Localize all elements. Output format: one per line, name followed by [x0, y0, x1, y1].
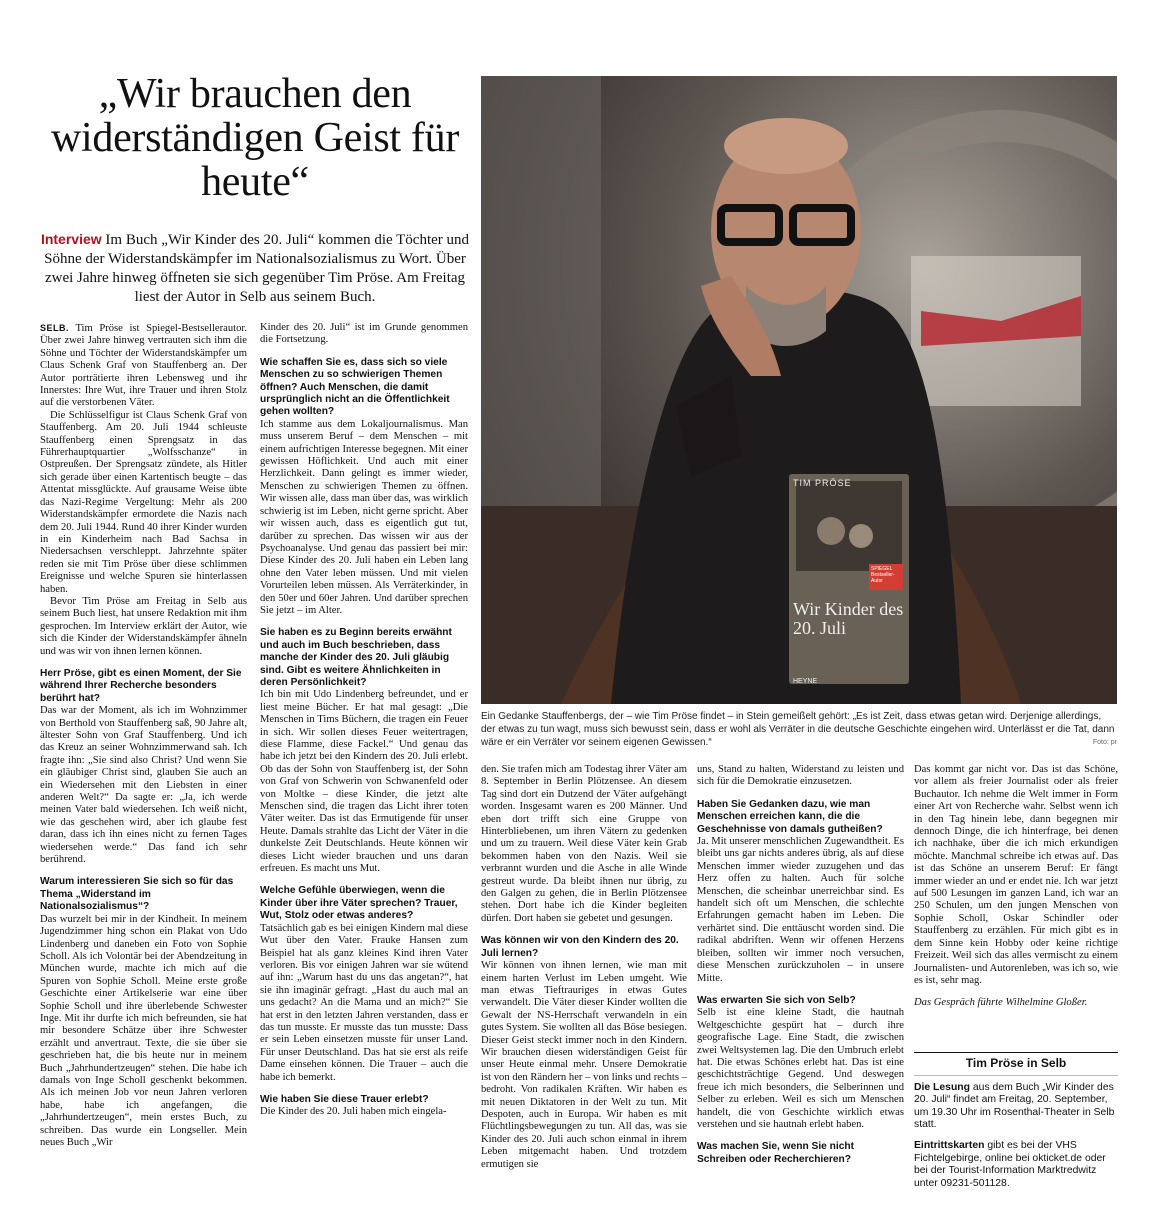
book-badge: SPIEGEL Bestseller-Autor: [871, 566, 895, 584]
interview-question: Was machen Sie, wenn Sie nicht Schreiben oder Recherchieren?: [697, 1141, 855, 1165]
interview-answer: Das wurzelt bei mir in der Kindheit. In meinem Jugendzimmer hing schon ein Plakat von Udo Lindenberg und daneben ein Foto von Sophie Scholl. Als ich Volontär bei der Abendzeitung in München wurde, machte ich mich auf die Spuren von Sophie Scholl. Meine erste große Geschichte einer Artikelserie war eine über Sophie Scholl und ihre überlebende Schwester Inge. Mit ihr durfte ich mich befreunden, sie hat mir besondere Schätze über ihre Schwester erzählt und anvertraut. Texte, die sie über sie geschrieben hat, die bis heute nur in meinem Buch „Jahrhundertzeugen“ stehen. Die habe ich damals von Inge Scholl geschenkt bekommen. Als ich meinen Job vor neun Jahren verloren habe, habe ich angefangen, die „Jahrhundertzeugen“, mein erstes Buch, zu schreiben. Das wurde ein Longseller. Mein neues Buch „Wir: [40, 913, 247, 1148]
interview-question: Wie haben Sie diese Trauer erlebt?: [260, 1093, 429, 1105]
interview-question: Warum interessieren Sie sich so für das Thema „Widerstand im Nationalsozialismus“?: [40, 876, 234, 913]
column-5: [914, 764, 1118, 1010]
infobox-title: Tim Pröse in Selb: [914, 1052, 1118, 1076]
interview-question: Was können wir von den Kindern des 20. Juli lernen?: [481, 935, 679, 959]
paragraph: uns, Stand zu halten, Widerstand zu leisten und sich für die Demokratie einzusetzen.: [697, 764, 904, 788]
interview-answer: Selb ist eine kleine Stadt, die hautnah Weltgeschichte gespürt hat – durch ihre geografische Lage. Eine Stadt, die zwischen zwei Weltsystemen lag. Die den Umbruch erlebt hat. Die etwas Schönes erlebt hat. Das ist eine geschichtsträchtige Gegend. Und deswegen freue ich mich besonders, die Selberinnen und Selber zu erleben. Weil es sich um Menschen handelt, die von Geschichte wirklich etwas verstehen und sie hautnah erlebt haben.: [697, 1007, 904, 1130]
deck-kicker: Interview: [40, 231, 102, 247]
book-title: Wir Kinder des 20. Juli: [793, 599, 904, 638]
interview-question: Sie haben es zu Beginn bereits erwähnt und auch im Buch beschrieben, dass manche der Kinder des 20. Juli gläubig sind. Gibt es weitere Ähnlichkeiten in deren Persönlichkeit?: [260, 627, 452, 688]
column-4: [697, 764, 904, 1166]
interview-question: Wie schaffen Sie es, dass sich so viele Menschen zu so schwierigen Themen öffnen? Auch Menschen, die damit ursprünglich nicht an die Öffentlichkeit gehen wollten?: [260, 356, 450, 418]
deck-text: Im Buch „Wir Kinder des 20. Juli“ kommen die Töchter und Söhne der Widerstandskämpfer im Nationalsozialismus zu Wort. Über zwei Jahre hinweg öffneten sie sich gegenüber Tim Pröse. Am Freitag liest der Autor in Selb aus seinem Buch.: [44, 232, 470, 305]
paragraph: Das kommt gar nicht vor. Das ist das Schöne, vor allem als freier Journalist oder als freier Buchautor. Ich nehme die Welt immer in Form einer Art von Recherche wahr. Selbst wenn ich in den Tag hinein lebe, dann begegnen mir dennoch Dinge, die ich hinterfrage, bei denen ich nachhake, über die ich mich erkundigen möchte. Manchmal schreibe ich etwas auf. Das ist das Schöne an unserem Beruf: Er fängt immer wieder an und er endet nie. Ich war jetzt auf 500 Lesungen im ganzen Land, ich war an 250 Schulen, um den jungen Menschen von Sophie Scholl, Oskar Schindler oder Stauffenberg zu erzählen. Für mich gibt es in dem Sinne kein Hobby oder keine richtige Freizeit. Weil sich das alles vermischt zu einem Journalisten- und Autorenleben, was ich so, wie es ist, sehr mag.: [914, 764, 1118, 986]
paragraph: Kinder des 20. Juli“ ist im Grunde genommen die Fortsetzung.: [260, 322, 468, 346]
interview-answer: Ja. Mit unserer menschlichen Zugewandtheit. Es bleibt uns gar nichts anderes übrig, als auf diese Menschen immer wieder zuzugehen und das Herz offen zu halten. Auch für solche Menschen, die scheinbar unerreichbar sind. Es handelt sich oft um Menschen, die schlechte Erfahrungen gemacht haben im Leben. Die verhärtet sind. Die enttäuscht worden sind. Die radikal abdriften. Wenn wir offenen Herzens bleiben, sollten wir immer noch versuchen, diese Menschen zurückzuholen – in unsere Mitte.: [697, 836, 904, 984]
author-photo: [481, 76, 1117, 704]
paragraph: Bevor Tim Pröse am Freitag in Selb aus seinem Buch liest, hat unsere Redaktion mit ihm gesprochen. Im Interview erklärt der Autor, wie sich die Kinder der Widerstandskämpfer ähneln und was wir von ihnen lernen können.: [40, 595, 247, 657]
book-publisher: HEYNE: [793, 678, 818, 685]
photo-caption: Ein Gedanke Stauffenbergs, der – wie Tim Pröse findet – in Stein gemeißelt gehört: „Es ist Zeit, dass etwas getan wird. Derjenige allerdings, der etwas zu tun wagt, muss sich bewusst sein, dass er wohl als Verräter in die deutsche Geschichte eingehen wird. Unterlässt er die Tat, dann wäre er ein Verräter vor seinem eigenen Gewissen.“: [481, 711, 1115, 748]
interview-answer: Ich bin mit Udo Lindenberg befreundet, und er liest meine Bücher. Er hat mal gesagt: „Die Menschen in Tims Büchern, die tragen ein Feuer in sich. Wir sollen dieses Feuer weitertragen, diese Flamme, diese Fackel.“ Und genau das habe ich jetzt bei den Kindern des 20. Juli erlebt. Ob das der Sohn von Stauffenberg ist, der Sohn von Graf von Schwerin von Schwanenfeld oder von Moltke – diese Kinder, die jetzt alte Menschen sind, die tragen das Licht ihrer toten Väter weiter. Das ist das Ermutigende für unser Heute. Damals strahlte das Licht der Väter in die dunkelste Zeit Deutschlands. Heute können wir dieses Licht wieder brauchen und uns daran erfreuen. Es macht uns Mut.: [260, 689, 468, 875]
column-1: [40, 322, 247, 1149]
infobox-paragraph: Eintrittskarten gibt es bei der VHS Fichtelgebirge, online bei okticket.de oder bei der Tourist-Information Marktredwitz unter 09231-501128.: [914, 1139, 1106, 1189]
interview-question: Was erwarten Sie sich von Selb?: [697, 994, 856, 1006]
infobox-paragraph: Die Lesung aus dem Buch „Wir Kinder des 20. Juli“ findet am Freitag, 20. September, um 19.30 Uhr im Rosenthal-Theater in Selb statt.: [914, 1081, 1115, 1131]
paragraph: Die Schlüsselfigur ist Claus Schenk Graf von Stauffenberg. Am 20. Juli 1944 schleuste Stauffenberg einen Sprengsatz in das Führerhauptquartier „Wolfsschanze“ in Ostpreußen. Der Sprengsatz zündete, als Hitler sich gerade über einen Kartentisch beugte – das Attentat missglückte. Auf grausame Weise übte das Nazi-Regime Vergeltung: Mehr als 200 Widerstandskämpfer ermordete die Nazis nach dem 20. Juli 1944. Rund 40 ihrer Kinder wurden in ein Kinderheim nach Bad Sachsa in Niedersachsen verschleppt. Jahrzehnte später reden sie mit Tim Pröse über diese schlimmen Ereignisse und welche Spuren sie hinterlassen haben.: [40, 409, 247, 595]
book-author: TIM PRÖSE: [793, 478, 852, 488]
byline: Das Gespräch führte Wilhelmine Gloßer.: [914, 997, 1088, 1009]
column-3: [481, 764, 687, 1171]
interview-answer: Die Kinder des 20. Juli haben mich eingela-: [260, 1106, 447, 1118]
interview-answer: Ich stamme aus dem Lokaljournalismus. Man muss unserem Beruf – dem Menschen – mit einem aufrichtigen Interesse begegnen. Mit einer gewissen Höflichkeit. Und auch mit einer Herzlichkeit. Dann gelingt es immer wieder, Menschen zu schwierigen Themen zu öffnen. Wir wissen alle, dass man über das, was wirklich schwierig ist im Leben, nicht gerne spricht. Aber wir wissen auch, dass es eigentlich gut tut, darüber zu sprechen. Das wissen wir aus der Psychoanalyse. Und genau das passiert bei mir: Diese Kinder des 20. Juli haben ein Leben lang ohne den Vater leben müssen. Und mit vielen Vorurteilen leben müssen. Als Verräterkinder, in den 50er und 60er Jahren. Und darüber sprechen Sie jetzt – im Alter.: [260, 418, 468, 616]
interview-answer: Tatsächlich gab es bei einigen Kindern mal diese Wut über den Vater. Frauke Hansen zum Beispiel hat als ganz kleines Kind ihren Vater verloren. Bis vor einigen Jahren war sie wütend auf ihn: „Warum hast du uns das angetan?“, hat sie ihn imaginär gefragt. „Hast du auch mal an uns gedacht? An die Mama und an mich?“ Sie hat erst in den letzten Jahren verstanden, dass er das tun musste. Er musste das tun musste: Dass er sein Leben einsetzen musste für unser Land. Für unser Deutschland. Das hat sie erst als reife Dame einsehen können. Die Trauer – auch die habe ich bemerkt.: [260, 922, 468, 1083]
interview-question: Welche Gefühle überwiegen, wenn die Kinder über ihre Väter sprechen? Trauer, Wut, Stolz oder etwas anderes?: [260, 885, 458, 922]
interview-answer: Das war der Moment, als ich im Wohnzimmer von Berthold von Stauffenberg saß, 90 Jahre alt, ältester Sohn von Graf Stauffenberg. Und ich das Kreuz an seiner Wohnzimmerwand sah. Ich fragte ihn: „Sie sind also Christ? Und wenn Sie ein gläubiger Christ sind, glauben Sie auch an ein Wiedersehen mit den Liebsten in einer anderen Welt?“ Da sagte er: „Ja, ich werde meinen Vater bald wiedersehen. Ich weiß nicht, wie das geschehen wird, aber ich glaube fest daran, dass ich ihn eines nicht zu fernen Tages wiedersehen werde.“ Das fand ich sehr berührend.: [40, 705, 247, 866]
deck: [40, 230, 470, 307]
paragraph: SELB. Tim Pröse ist Spiegel-Bestsellerautor. Über zwei Jahre hinweg vertrauten sich ihm die Söhne und Töchter der Widerstandskämpfer um Claus Schenk Graf von Stauffenberg an. Der Autor porträtierte ihren Lebensweg und ihr Innerstes: Ihre Wut, ihre Trauer und ihren Stolz auf die verstorbenen Väter.: [40, 323, 247, 409]
photo-credit: Foto: pr: [1092, 739, 1117, 746]
interview-answer: Wir können von ihnen lernen, wie man mit einem harten Verlust im Leben umgeht. Wie man etwas Tieftrauriges in etwas Gutes verwandelt. Die Väter dieser Kinder wollten die Gewalt der NS-Herrschaft verwandeln in ein gutes System. Sie wollten all das Böse besiegen. Dieser Geist steckt immer noch in den Kindern. Wir brauchen diesen widerständigen Geist für unser Heute einmal mehr. Unsere Demokratie ist von den Rändern her – von links und rechts – bedroht. Von radikalen Kräften. Wir haben es mit neuen Diktatoren in der Welt zu tun. Mit Despoten, auch in Europa. Wir haben es mit Flüchtlingsbewegungen zu tun. All das, was sie Kinder des 20. Juli auch schon einmal in ihrem Leben mitgemacht haben. Und trotzdem ermutigen sie: [481, 960, 687, 1170]
event-infobox: [914, 1052, 1118, 1198]
column-2: [260, 322, 468, 1119]
paragraph: den. Sie trafen mich am Todestag ihrer Väter am 8. September in Berlin Plötzensee. An diesem Tag sind dort ein Dutzend der Väter aufgehängt worden. Insgesamt waren es 200 Männer. Und eben dort trifft sich eine Gruppe von Hinterbliebenen, um ihren Vätern zu gedenken und um zu trauern. Weil diese Väter kein Grab bekommen haben von den Nazis. Weil sie verbrannt wurden und die Asche in alle Winde gestreut wurde. Da bleibt ihnen nur übrig, zu den Galgen zu gehen, die in Berlin Plötzensee stehen. Dort habe ich die Kinder begleiten dürfen. Dort haben sie gebetet und gesungen.: [481, 764, 687, 924]
dateline: SELB.: [40, 323, 70, 333]
headline: „Wir brauchen den widerständigen Geist für heute“: [50, 71, 460, 205]
interview-question: Herr Pröse, gibt es einen Moment, der Sie während Ihrer Recherche besonders berührt hat?: [40, 667, 242, 704]
interview-question: Haben Sie Gedanken dazu, wie man Menschen erreichen kann, die die Geschehnisse von damals gutheißen?: [697, 798, 883, 835]
